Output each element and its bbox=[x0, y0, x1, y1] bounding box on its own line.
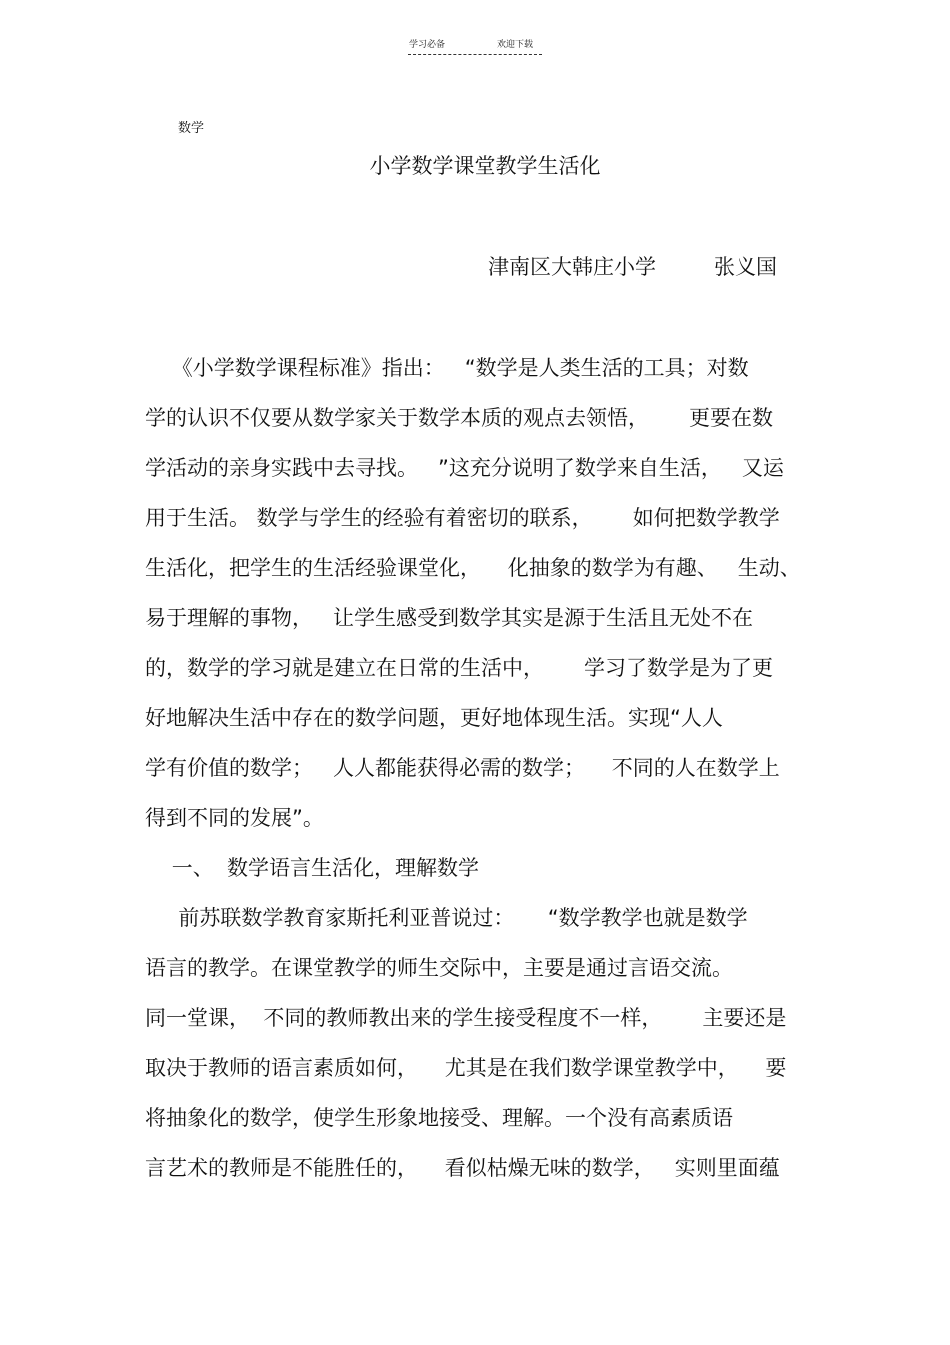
body-line: 学有价值的数学； 人人都能获得必需的数学； 不同的人在数学上 bbox=[145, 756, 780, 780]
body-line: 学活动的亲身实践中去寻找。 ”这充分说明了数学来自生活， 又运 bbox=[145, 456, 784, 480]
body-line: 用于生活。 数学与学生的经验有着密切的联系， 如何把数学教学 bbox=[145, 506, 780, 530]
document-title: 小学数学课堂教学生活化 bbox=[369, 154, 601, 178]
body-line: 同一堂课， 不同的教师教出来的学生接受程度不一样， 主要还是 bbox=[145, 1006, 787, 1030]
header-left-text: 学习必备 bbox=[409, 40, 446, 50]
body-line: 语言的教学。在课堂教学的师生交际中，主要是通过言语交流。 bbox=[145, 956, 733, 980]
body-line: 好地解决生活中存在的数学问题，更好地体现生活。实现“人人 bbox=[145, 706, 723, 730]
body-line: 将抽象化的数学，使学生形象地接受、理解。一个没有高素质语 bbox=[145, 1106, 733, 1130]
body-line: 易于理解的事物， 让学生感受到数学其实是源于生活且无处不在 bbox=[145, 606, 754, 630]
author-school: 津南区大韩庄小学 bbox=[488, 255, 656, 279]
header-dashed-rule bbox=[408, 54, 542, 55]
body-text bbox=[145, 355, 810, 1205]
subject-label: 数学 bbox=[178, 121, 205, 136]
body-line: 得到不同的发展”。 bbox=[145, 806, 324, 830]
header-right-text: 欢迎下载 bbox=[497, 40, 534, 50]
body-line: 的，数学的学习就是建立在日常的生活中， 学习了数学是为了更 bbox=[145, 656, 774, 680]
body-line: 生活化，把学生的生活经验课堂化， 化抽象的数学为有趣、 生动、 bbox=[145, 556, 801, 580]
author-name: 张义国 bbox=[714, 255, 777, 279]
section-heading: 一、 数学语言生活化，理解数学 bbox=[145, 856, 480, 880]
author-line bbox=[488, 254, 777, 280]
body-line: 《小学数学课程标准》指出： “数学是人类生活的工具；对数 bbox=[145, 356, 749, 380]
body-line: 前苏联数学教育家斯托利亚普说过： “数学教学也就是数学 bbox=[145, 906, 748, 930]
body-line: 学的认识不仅要从数学家关于数学本质的观点去领悟， 更要在数 bbox=[145, 406, 774, 430]
body-line: 取决于教师的语言素质如何， 尤其是在我们数学课堂教学中， 要 bbox=[145, 1056, 787, 1080]
body-line: 言艺术的教师是不能胜任的， 看似枯燥无味的数学， 实则里面蕴 bbox=[145, 1156, 780, 1180]
